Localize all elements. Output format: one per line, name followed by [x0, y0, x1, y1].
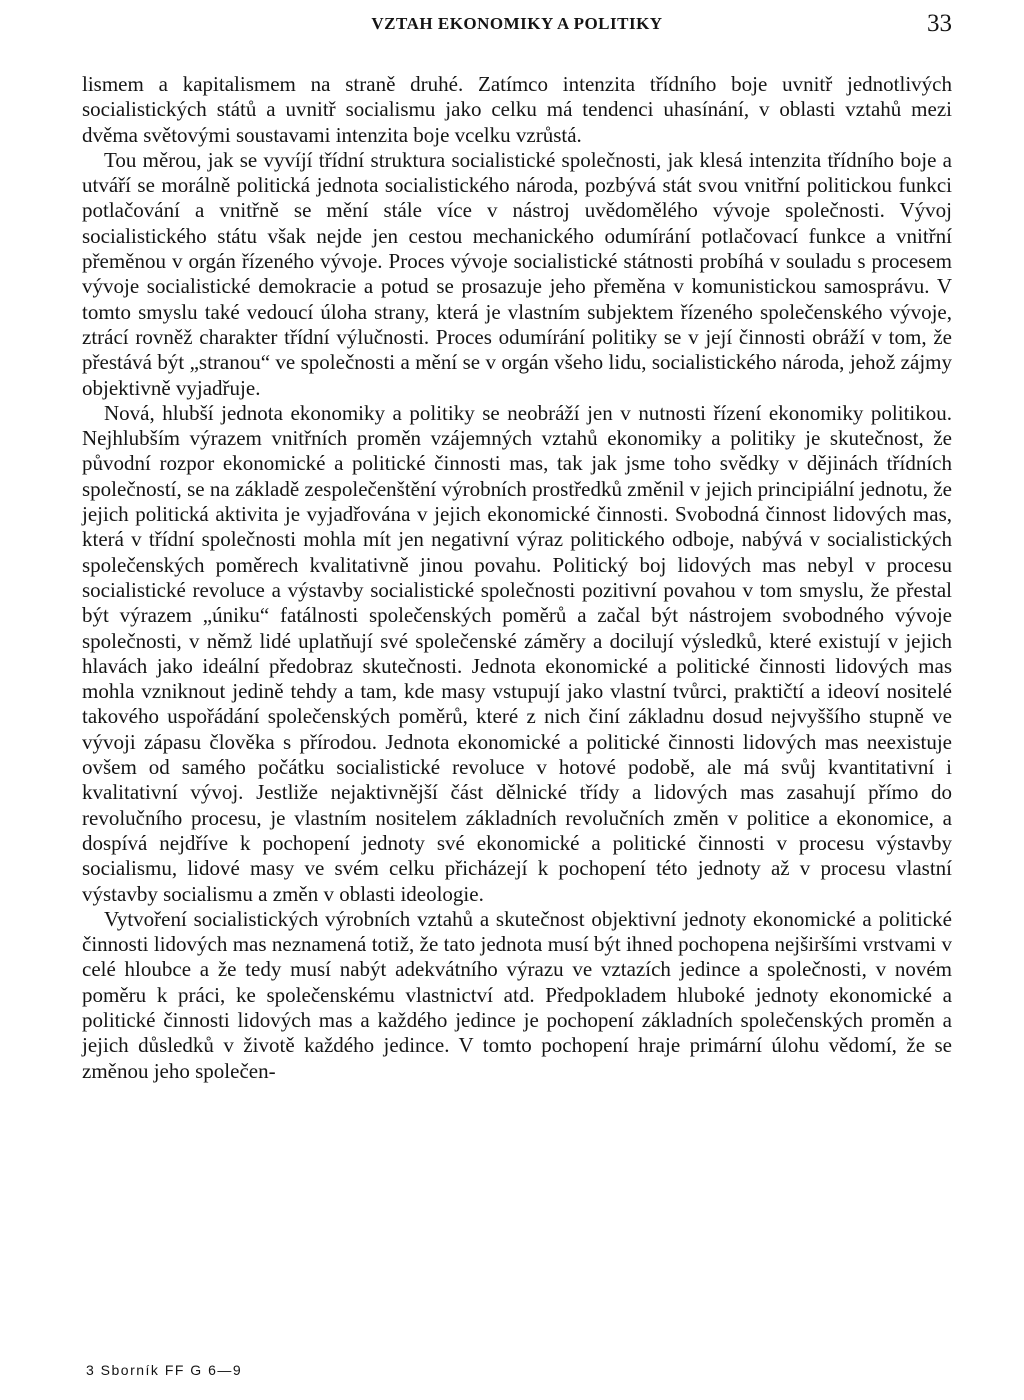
paragraph: Vytvoření socialistických výrobních vztahů a skutečnost objektivní jednoty ekonomické a politické činnosti lidových mas neznamená totiž, že tato jednota musí být ihned pochopena nejširšími vrstvami v celé hloubce a že tedy musí nabýt adekvátního výrazu ve vztazích jedince a společnosti, v novém poměru k práci, ke společenskému vlastnictví atd. Předpokladem hluboké jednoty ekonomické a politické činnosti lidových mas a každého jedince je pochopení základních společenských proměn a jejich důsledků v životě každého jedince. V tomto pochopení hraje primární úlohu vědomí, že se změnou jeho společen-: [82, 906, 952, 1083]
paragraph: Nová, hlubší jednota ekonomiky a politiky se neobráží jen v nutnosti řízení ekonomiky politikou. Nejhlubším výrazem vnitřních proměn vzájemných vztahů ekonomiky a politiky je skutečnost, že původní rozpor ekonomické a politické činnosti mas, tak jak jsme toho svědky v dějinách třídních společností, se na základě zespolečenštění výrobních prostředků změnil v jejich principiální jednotu, že jejich politická aktivita je vyjadřována v jejich ekonomické činnosti. Svobodná činnost lidových mas, která v třídní společnosti mohla mít jen negativní výraz politického odboje, nabývá v socialistických společenských poměrech kvalitativně jinou povahu. Politický boj lidových mas nebyl v procesu socialistické revoluce a výstavby socialistické společnosti pozitivní povahou v tom smyslu, že přestal být výrazem „úniku“ fatálnosti společenských poměrů a začal být nástrojem svobodného vývoje společnosti, v němž lidé uplatňují své společenské záměry a docilují výsledků, které existují v jejich hlavách jako ideální předobraz skutečnosti. Jednota ekonomické a politické činnosti lidových mas mohla vzniknout jedině tehdy a tam, kde masy vstupují jako vlastní tvůrci, praktičtí a ideoví nositelé takového uspořádání společenských poměrů, které z nich činí základnu dosud nejvyššího stupně ve vývoji zápasu člověka s přírodou. Jednota ekonomické a politické činnosti lidových mas neexistuje ovšem od samého počátku socialistické revoluce v hotové podobě, ale má svůj kvantitativní i kvalitativní vývoj. Jestliže nejaktivnější část dělnické třídy a lidových mas zasahují přímo do revolučního procesu, je vlastním nositelem základních revolučních změn v politice a ekonomice, a dospívá nejdříve k pochopení jednoty své ekonomické a politické činnosti v procesu výstavby socialismu, lidové masy ve svém celku přicházejí k pochopení této jednoty až v procesu vlastní výstavby socialismu a změn v oblasti ideologie.: [82, 400, 952, 906]
running-header: [82, 12, 952, 42]
page-number: 33: [927, 10, 952, 37]
paragraph: Tou měrou, jak se vyvíjí třídní struktura socialistické společnosti, jak klesá intenzita třídního boje a utváří se morálně politická jednota socialistického národa, pozbývá stát svou vnitřní politickou funkci potlačování a vnitřně se mění stále více v nástroj uvědomělého vývoje společnosti. Vývoj socialistického státu však nejde jen cestou mechanického odumírání potlačovací funkce a vnitřní přeměnou v orgán řízeného vývoje. Proces vývoje socialistické státnosti probíhá v souladu s procesem vývoje socialistické demokracie a potud se prosazuje jeho přeměna v komunistickou samosprávu. V tomto smyslu také vedoucí úloha strany, která je vlastním subjektem řízeného společenského vývoje, ztrácí rovněž charakter třídní výlučnosti. Proces odumírání politiky se v její činnosti obráží v tom, že přestává být „stranou“ ve společnosti a mění se v orgán všeho lidu, socialistického národa, jehož zájmy objektivně vyjadřuje.: [82, 147, 952, 400]
body-text: [82, 72, 952, 1084]
running-title: VZTAH EKONOMIKY A POLITIKY: [371, 14, 663, 33]
paragraph-continuation: lismem a kapitalismem na straně druhé. Zatímco intenzita třídního boje uvnitř jednotlivých socialistických států a uvnitř socialismu jako celku má tendenci uhasínání, v oblasti vztahů mezi dvěma světovými soustavami intenzita boje vcelku vzrůstá.: [82, 72, 952, 147]
printer-signature: 3 Sborník FF G 6—9: [86, 1362, 243, 1378]
